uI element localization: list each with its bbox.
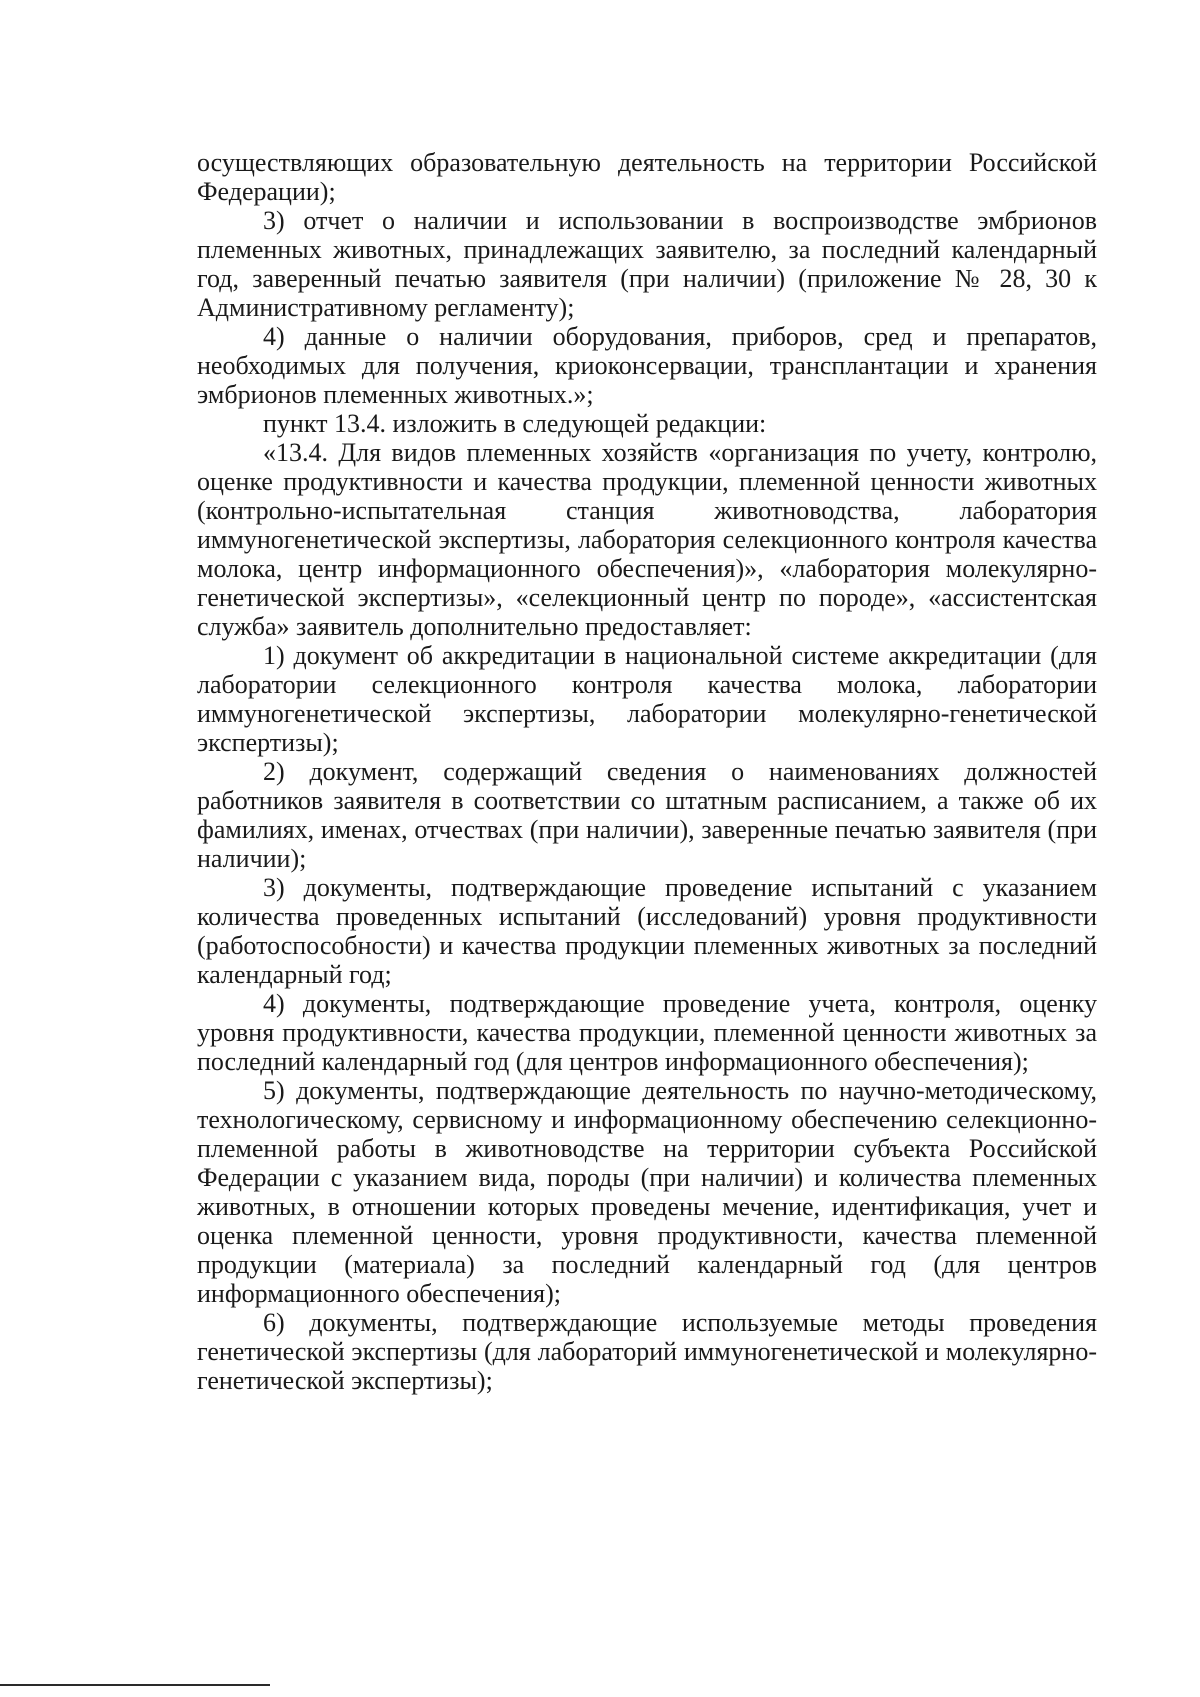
paragraph-continuation: осуществляющих образовательную деятельность на территории Российской Федерации); [197,148,1097,206]
paragraph-item-3-embryo-report: 3) отчет о наличии и использовании в воспроизводстве эмбрионов племенных животных, принадлежащих заявителю, за последний календарный год, заверенный печатью заявителя (при наличии) (приложение № 28, 30 к Административному регламенту); [197,206,1097,322]
paragraph-item-4-equipment-data: 4) данные о наличии оборудования, приборов, сред и препаратов, необходимых для получения, криоконсервации, трансплантации и хранения эмбрионов племенных животных.»; [197,322,1097,409]
paragraph-item-4-accounting-documents: 4) документы, подтверждающие проведение учета, контроля, оценку уровня продуктивности, качества продукции, племенной ценности животных за последний календарный год (для центров информационного обеспечения); [197,989,1097,1076]
paragraph-clause-13-4: «13.4. Для видов племенных хозяйств «организация по учету, контролю, оценке продуктивности и качества продукции, племенной ценности животных (контрольно-испытательная станция животноводства, лаборатория иммуногенетической экспертизы, лаборатория селекционного контроля качества молока, центр информационного обеспечения)», «лаборатория молекулярно-генетической экспертизы», «селекционный центр по породе», «ассистентская служба» заявитель дополнительно предоставляет: [197,438,1097,641]
paragraph-item-3-tests-documents: 3) документы, подтверждающие проведение испытаний с указанием количества проведенных испытаний (исследований) уровня продуктивности (работоспособности) и качества продукции племенных животных за последний календарный год; [197,873,1097,989]
paragraph-item-6-methods-documents: 6) документы, подтверждающие используемые методы проведения генетической экспертизы (для лабораторий иммуногенетической и молекулярно-генетической экспертизы); [197,1308,1097,1395]
paragraph-item-5-activity-documents: 5) документы, подтверждающие деятельность по научно-методическому, технологическому, сервисному и информационному обеспечению селекционно-племенной работы в животноводстве на территории субъекта Российской Федерации с указанием вида, породы (при наличии) и количества племенных животных, в отношении которых проведены мечение, идентификация, учет и оценка племенной ценности, уровня продуктивности, качества племенной продукции (материала) за последний календарный год (для центров информационного обеспечения); [197,1076,1097,1308]
document-body [197,148,1097,1395]
paragraph-item-2-staff-document: 2) документ, содержащий сведения о наименованиях должностей работников заявителя в соответствии со штатным расписанием, а также об их фамилиях, именах, отчествах (при наличии), заверенные печатью заявителя (при наличии); [197,757,1097,873]
paragraph-amendment-13-4: пункт 13.4. изложить в следующей редакции: [263,409,767,438]
page-bottom-divider [0,1684,270,1686]
paragraph-item-1-accreditation: 1) документ об аккредитации в национальной системе аккредитации (для лаборатории селекционного контроля качества молока, лаборатории иммуногенетической экспертизы, лаборатории молекулярно-генетической экспертизы); [197,641,1097,757]
